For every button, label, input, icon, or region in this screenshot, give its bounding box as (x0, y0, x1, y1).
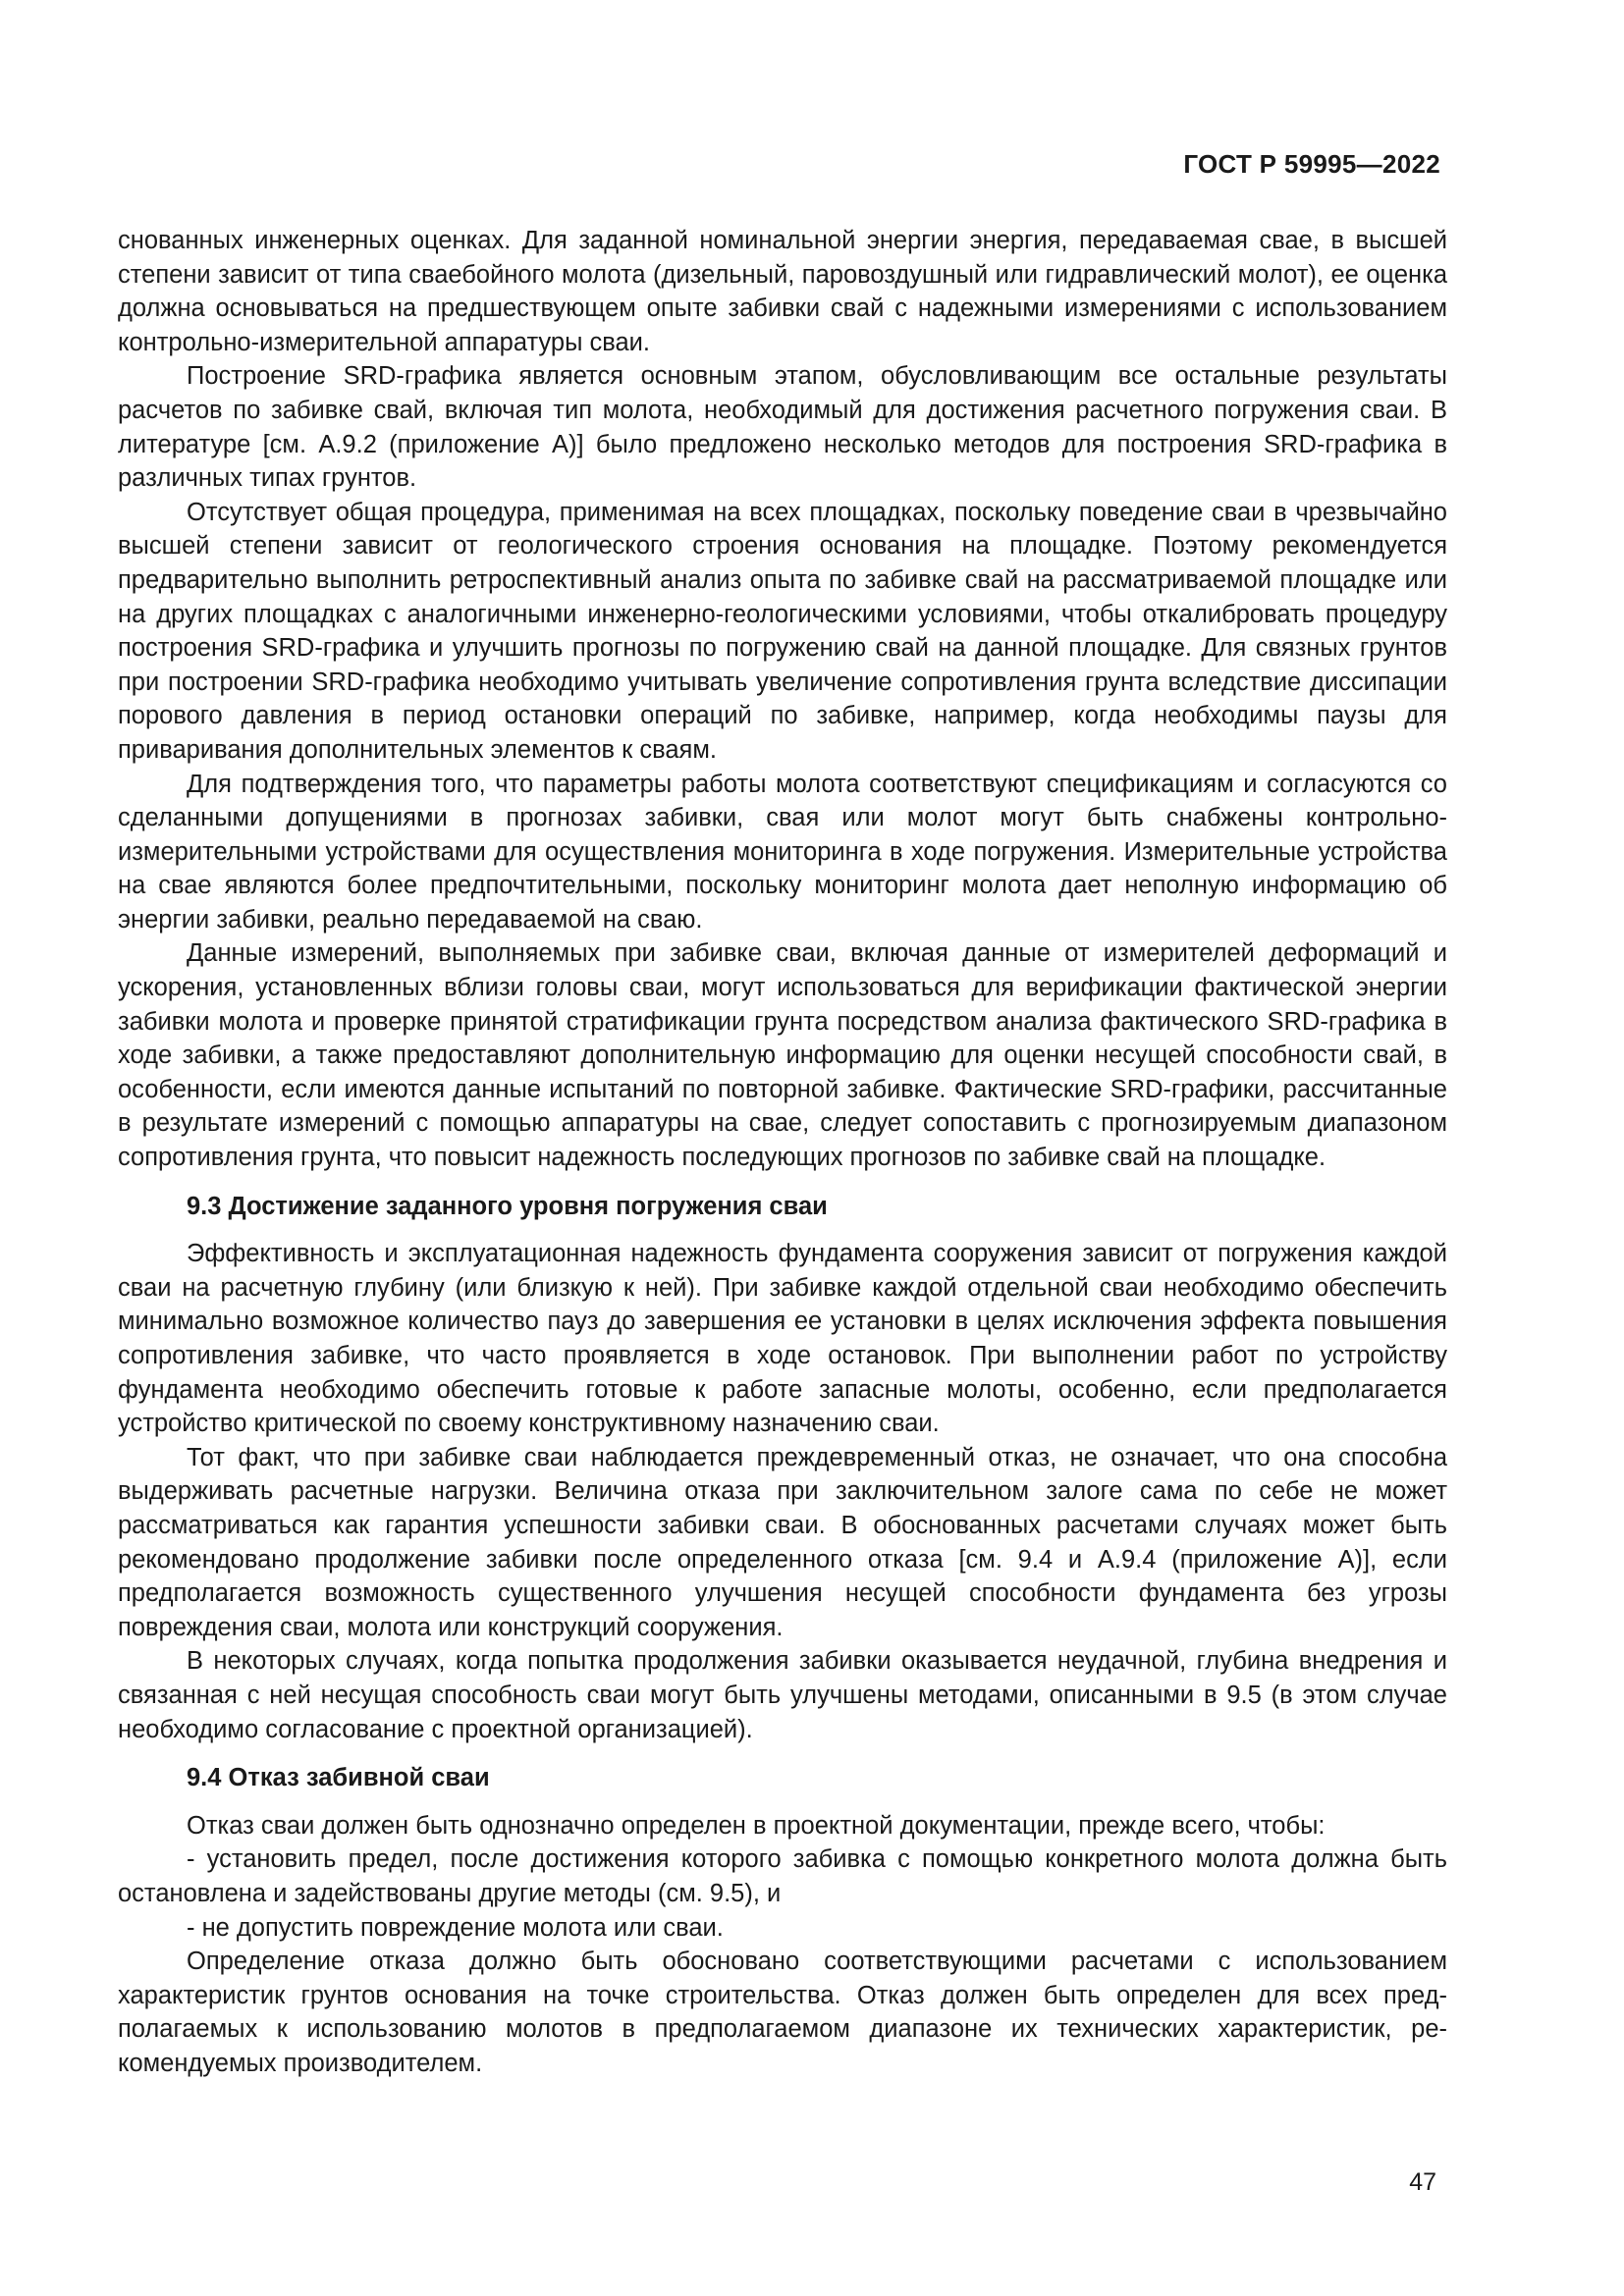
paragraph: Данные измерений, выполняемых при забивке сваи, включая данные от измерителей деформаций и ускорения, установленных вблизи головы сваи, могут использоваться для верификации фактической энергии забивки молота и проверке принятой стратификации грунта посредством анализа фактического SRD-графика в ходе забивки, а также предоставляют дополнительную информацию для оценки несущей способности свай, в особенности, если имеются данные испытаний по повторной забивке. Фактические SRD-графики, рассчитанные в результате измерений с помощью аппаратуры на свае, следует сопоставить с прогнозируемым диапазоном сопротивления грунта, что повысит надежность последующих прогнозов по забивке свай на площадке. (118, 939, 1447, 1172)
paragraph: Эффективность и эксплуатационная надежность фундамента сооружения зависит от погружения каждой сваи на расчетную глубину (или близкую к ней). При забивке каждой отдельной сваи необходимо обеспечить минимально возможное количество пауз до завершения ее установки в целях исключения эффекта повышения сопротивления забивке, что часто проявляется в ходе остановок. При выполнении работ по устройству фундамента необходимо обеспечить готовые к работе запасные молоты, особенно, если предполагается устройство критической по своему конструктивному назначению сваи. (118, 1240, 1447, 1438)
document-code: ГОСТ Р 59995—2022 (1183, 149, 1440, 179)
paragraph: Построение SRD-графика является основным этапом, обусловливающим все остальные результаты расчетов по забивке свай, включая тип молота, необходимый для достижения расчетного погружения сваи. В литературе [см. А.9.2 (приложение А)] было предложено несколько методов для построения SRD-графика в различных типах грунтов. (118, 362, 1447, 493)
page-number: 47 (1409, 2168, 1436, 2196)
paragraph: снованных инженерных оценках. Для заданной номинальной энергии энергия, передаваемая свае, в высшей степени зависит от типа сваебойного молота (дизельный, паровоздушный или гидравлический молот), ее оценка должна основываться на предшествующем опыте забивки свай с надежными измерениями с использованием контрольно-измерительной аппаратуры сваи. (118, 227, 1447, 356)
section-heading: 9.3 Достижение заданного уровня погружения сваи (187, 1192, 828, 1220)
section-heading: 9.4 Отказ забивной сваи (187, 1764, 490, 1792)
paragraph: - установить предел, после достижения которого забивка с помощью конкретного молота должна быть остановлена и задействованы другие методы (см. 9.5), и (118, 1845, 1447, 1907)
paragraph: Для подтверждения того, что параметры работы молота соответствуют спецификациям и согласуются со сделанными допущениями в прогнозах забивки, свая или молот могут быть снабжены контрольно-измерительными устройствами для осуществления мониторинга в ходе погружения. Измерительные устройства на свае являются более предпочтительными, поскольку мониторинг молота дает неполную информацию об энергии забивки, реально передаваемой на сваю. (118, 770, 1447, 934)
paragraph: Отсутствует общая процедура, применимая на всех площадках, поскольку поведение сваи в чрезвычайно высшей степени зависит от геологического строения основания на площадке. Поэтому рекомендуется предварительно выполнить ретроспективный анализ опыта по забивке свай на рассматриваемой площадке или на других площадках с аналогичными инженерно-геологическими условиями, чтобы откалибровать процедуру построения SRD-графика и улучшить прогнозы по погружению свай на данной площадке. Для связных грунтов при построении SRD-графика необходимо учитывать увеличение сопротивления грунта вследствие диссипации порового давления в период остановки операций по забивке, например, когда необходимы паузы для приваривания дополнительных элементов к сваям. (118, 498, 1447, 764)
document-body (118, 224, 1447, 2080)
paragraph: В некоторых случаях, когда попытка продолжения забивки оказывается неудачной, глубина внедрения и связанная с ней несущая способность сваи могут быть улучшены методами, описанными в 9.5 (в этом случае необходимо согласование с проектной организацией). (118, 1647, 1447, 1743)
paragraph: Тот факт, что при забивке сваи наблюдается преждевременный отказ, не означает, что она способна выдерживать расчетные нагрузки. Величина отказа при заключительном залоге сама по себе не может рассматриваться как гарантия успешности забивки сваи. В обоснованных расчетами случаях может быть рекомендовано продолжение забивки после определенного отказа [см. 9.4 и А.9.4 (приложение А)], если предполагается возможность существенного улучшения несущей способности фундамента без угрозы повреждения сваи, молота или конструкций сооружения. (118, 1443, 1447, 1641)
paragraph: - не допустить повреждение молота или сваи. (187, 1913, 724, 1942)
paragraph: Определение отказа должно быть обосновано соответствующими расчетами с использованием характеристик грунтов основания на точке строительства. Отказ должен быть определен для всех предполагаемых к использованию молотов в предполагаемом диапазоне их технических характеристик, рекомендуемых производителем. (118, 1948, 1447, 2077)
paragraph: Отказ сваи должен быть однозначно определен в проектной документации, прежде всего, чтобы: (187, 1811, 1326, 1840)
